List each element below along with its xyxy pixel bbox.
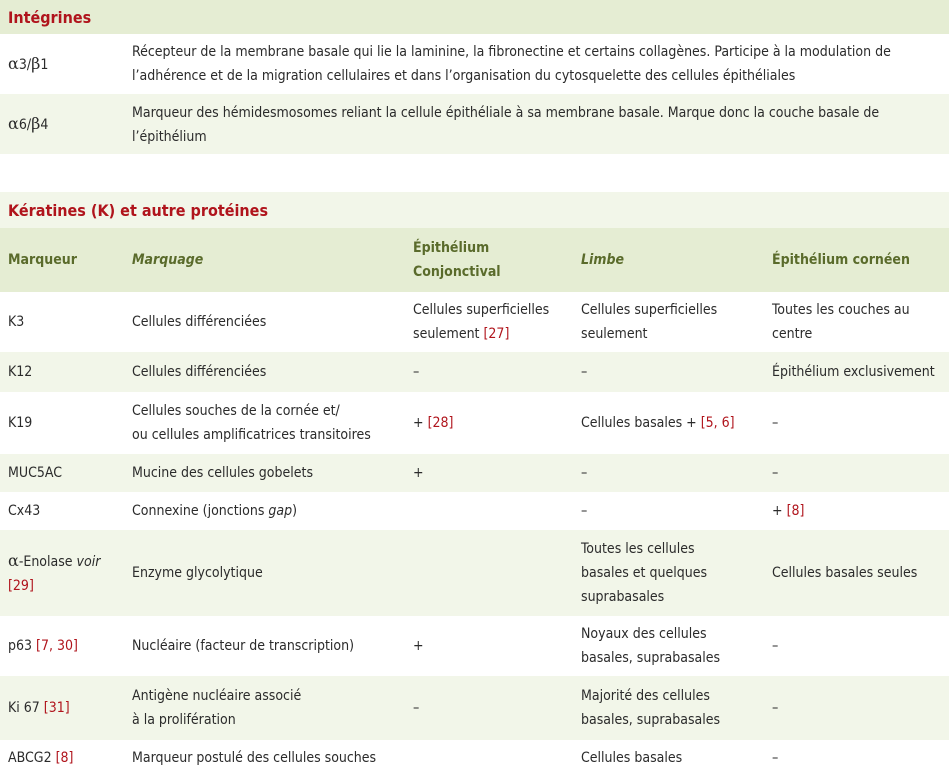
conj-cell: Cellules superficielles seulement [27] <box>413 302 550 342</box>
header-marquage: Marquage <box>132 252 204 268</box>
limbe-cell: Cellules basales + [5, 6] <box>581 415 735 431</box>
marquage-cell: Antigène nucléaire associé à la prolifération <box>132 688 302 728</box>
marquage-cell: Cellules souches de la cornée et/ ou cellules amplificatrices transitoires <box>132 403 371 443</box>
limbe-cell: Majorité des cellules basales, suprabasales <box>581 688 721 728</box>
marquage-cell: Marqueur postulé des cellules souches <box>132 750 377 766</box>
marker-cell: ABCG2 [8] <box>8 750 74 766</box>
marker-cell: Cx43 <box>8 503 41 519</box>
table-row <box>0 676 949 740</box>
table-row <box>0 292 949 352</box>
marquage-cell: Connexine (jonctions gap) <box>132 503 298 519</box>
table-row <box>0 454 949 492</box>
corneen-cell: Toutes les couches au centre <box>772 302 910 342</box>
limbe-cell: – <box>581 364 588 380</box>
section-title-keratines: Kératines (K) et autre protéines <box>0 192 949 228</box>
marker-cell: K12 <box>8 364 33 380</box>
corneen-cell: – <box>772 638 779 654</box>
marquage-cell: Cellules différenciées <box>132 314 267 330</box>
limbe-cell: – <box>581 465 588 481</box>
marquage-cell: Cellules différenciées <box>132 364 267 380</box>
table-row <box>0 392 949 454</box>
table-row <box>0 34 949 94</box>
spacer-row <box>0 154 949 192</box>
marker-cell: α-Enolase voir [29] <box>8 551 101 594</box>
table-row <box>0 530 949 616</box>
marker-cell: α6/β4 <box>8 114 49 133</box>
table-header-row <box>0 228 949 292</box>
table-row <box>0 352 949 392</box>
limbe-cell: Noyaux des cellules basales, suprabasales <box>581 626 721 666</box>
marker-cell: Ki 67 [31] <box>8 700 70 716</box>
corneen-cell: + [8] <box>772 503 805 519</box>
conj-cell: + [28] <box>413 415 454 431</box>
description-cell: Marqueur des hémidesmosomes reliant la cellule épithéliale à sa membrane basale. Marque donc la couche basale de l’épithélium <box>132 105 880 145</box>
table-row <box>0 492 949 530</box>
marker-cell: p63 [7, 30] <box>8 638 78 654</box>
table-row <box>0 616 949 676</box>
section-title-integrines: Intégrines <box>0 0 949 34</box>
corneen-cell: – <box>772 465 779 481</box>
marker-cell: α3/β1 <box>8 54 49 73</box>
marquage-cell: Nucléaire (facteur de transcription) <box>132 638 355 654</box>
marker-cell: K3 <box>8 314 25 330</box>
conj-cell: + <box>413 465 424 481</box>
marquage-cell: Enzyme glycolytique <box>132 565 263 581</box>
limbe-cell: – <box>581 503 588 519</box>
description-cell: Récepteur de la membrane basale qui lie la laminine, la fibronectine et certains collagènes. Participe à la modulation de l’adhérence et de la migration cellulaires et dans l’organisation du cytosquelette des cellules épithéliales <box>132 44 891 84</box>
marquage-cell: Mucine des cellules gobelets <box>132 465 314 481</box>
corneen-cell: – <box>772 700 779 716</box>
marker-cell: MUC5AC <box>8 465 63 481</box>
limbe-cell: Cellules superficielles seulement <box>581 302 718 342</box>
conj-cell: – <box>413 700 420 716</box>
limbe-cell: Toutes les cellules basales et quelques suprabasales <box>581 541 708 605</box>
conj-cell: + <box>413 638 424 654</box>
header-epithelium-corneen: Épithélium cornéen <box>772 252 910 268</box>
header-limbe: Limbe <box>581 252 625 268</box>
table-row <box>0 94 949 154</box>
limbe-cell: Cellules basales <box>581 750 683 766</box>
header-epithelium-conjonctival: Épithélium Conjonctival <box>413 240 501 280</box>
conj-cell: – <box>413 364 420 380</box>
marker-cell: K19 <box>8 415 33 431</box>
corneen-cell: – <box>772 750 779 766</box>
corneen-cell: Épithélium exclusivement <box>772 364 935 380</box>
header-marqueur: Marqueur <box>8 252 77 268</box>
corneen-cell: Cellules basales seules <box>772 565 918 581</box>
table-row <box>0 740 949 773</box>
corneen-cell: – <box>772 415 779 431</box>
